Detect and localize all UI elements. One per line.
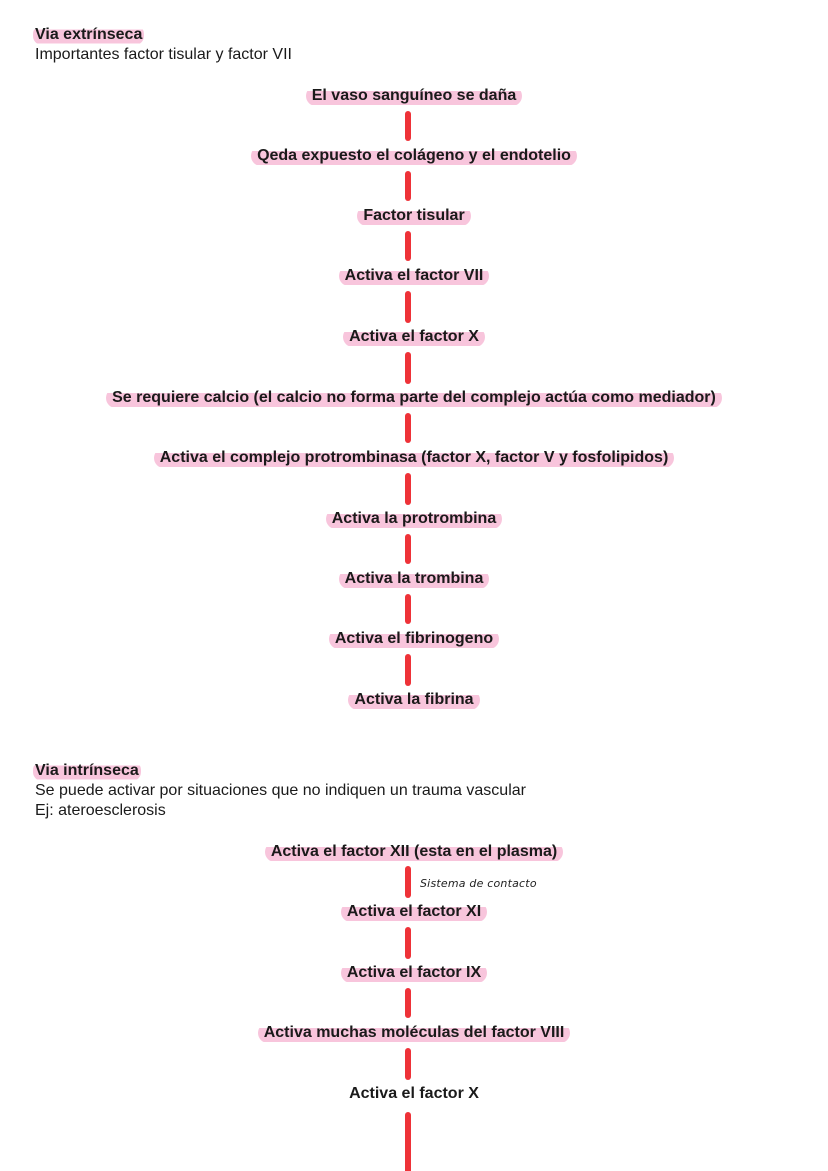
extrinsic-step — [0, 86, 828, 108]
intrinsic-step-label: Activa el factor IX — [341, 963, 487, 983]
extrinsic-step-label: Activa el factor X — [343, 327, 485, 347]
extrinsic-step-label: Se requiere calcio (el calcio no forma parte del complejo actúa como mediador) — [106, 388, 722, 408]
flow-arrow — [405, 413, 411, 443]
intrinsic-step — [0, 902, 828, 924]
intrinsic-step-label: Activa el factor XII (esta en el plasma) — [265, 842, 563, 862]
contact-system-note: Sistema de contacto — [420, 877, 537, 890]
intrinsic-step — [0, 1023, 828, 1045]
extrinsic-step — [0, 690, 828, 712]
flow-arrow — [405, 654, 411, 686]
flow-arrow — [405, 231, 411, 261]
flow-arrow — [405, 927, 411, 959]
flow-arrow — [405, 473, 411, 505]
extrinsic-step-label: Activa el fibrinogeno — [329, 629, 499, 649]
intrinsic-step — [0, 1084, 828, 1106]
intrinsic-step — [0, 842, 828, 864]
flow-arrow — [405, 594, 411, 624]
intrinsic-pathway-description: Se puede activar por situaciones que no indiquen un trauma vascular — [35, 782, 526, 799]
extrinsic-pathway-title: Via extrínseca — [35, 26, 143, 43]
intrinsic-step-label: Activa el factor X — [349, 1085, 479, 1102]
extrinsic-step — [0, 629, 828, 651]
extrinsic-step-label: Activa el complejo protrombinasa (factor X, factor V y fosfolipidos) — [154, 448, 675, 468]
extrinsic-step — [0, 388, 828, 410]
extrinsic-step-label: Activa la trombina — [339, 569, 490, 589]
flow-arrow — [405, 291, 411, 323]
intrinsic-step-label: Activa el factor XI — [341, 902, 487, 922]
extrinsic-step-label: Qeda expuesto el colágeno y el endotelio — [251, 146, 577, 166]
extrinsic-pathway-description: Importantes factor tisular y factor VII — [35, 46, 292, 63]
extrinsic-step — [0, 146, 828, 168]
flow-arrow — [405, 988, 411, 1018]
extrinsic-step — [0, 448, 828, 470]
flow-arrow — [405, 1112, 411, 1171]
flow-arrow — [405, 866, 411, 898]
extrinsic-step-label: Factor tisular — [357, 206, 470, 226]
extrinsic-step — [0, 266, 828, 288]
flow-arrow — [405, 171, 411, 201]
extrinsic-step — [0, 509, 828, 531]
extrinsic-step-label: El vaso sanguíneo se daña — [306, 86, 523, 106]
intrinsic-pathway-title: Via intrínseca — [35, 762, 139, 779]
flow-arrow — [405, 111, 411, 141]
intrinsic-step-label: Activa muchas moléculas del factor VIII — [258, 1023, 571, 1043]
flow-arrow — [405, 352, 411, 384]
flow-arrow — [405, 534, 411, 564]
extrinsic-step-label: Activa el factor VII — [339, 266, 490, 286]
extrinsic-step — [0, 327, 828, 349]
extrinsic-step — [0, 206, 828, 228]
intrinsic-pathway-example: Ej: ateroesclerosis — [35, 802, 166, 819]
flow-arrow — [405, 1048, 411, 1080]
extrinsic-step-label: Activa la fibrina — [348, 690, 479, 710]
extrinsic-step-label: Activa la protrombina — [326, 509, 502, 529]
extrinsic-step — [0, 569, 828, 591]
intrinsic-step — [0, 963, 828, 985]
